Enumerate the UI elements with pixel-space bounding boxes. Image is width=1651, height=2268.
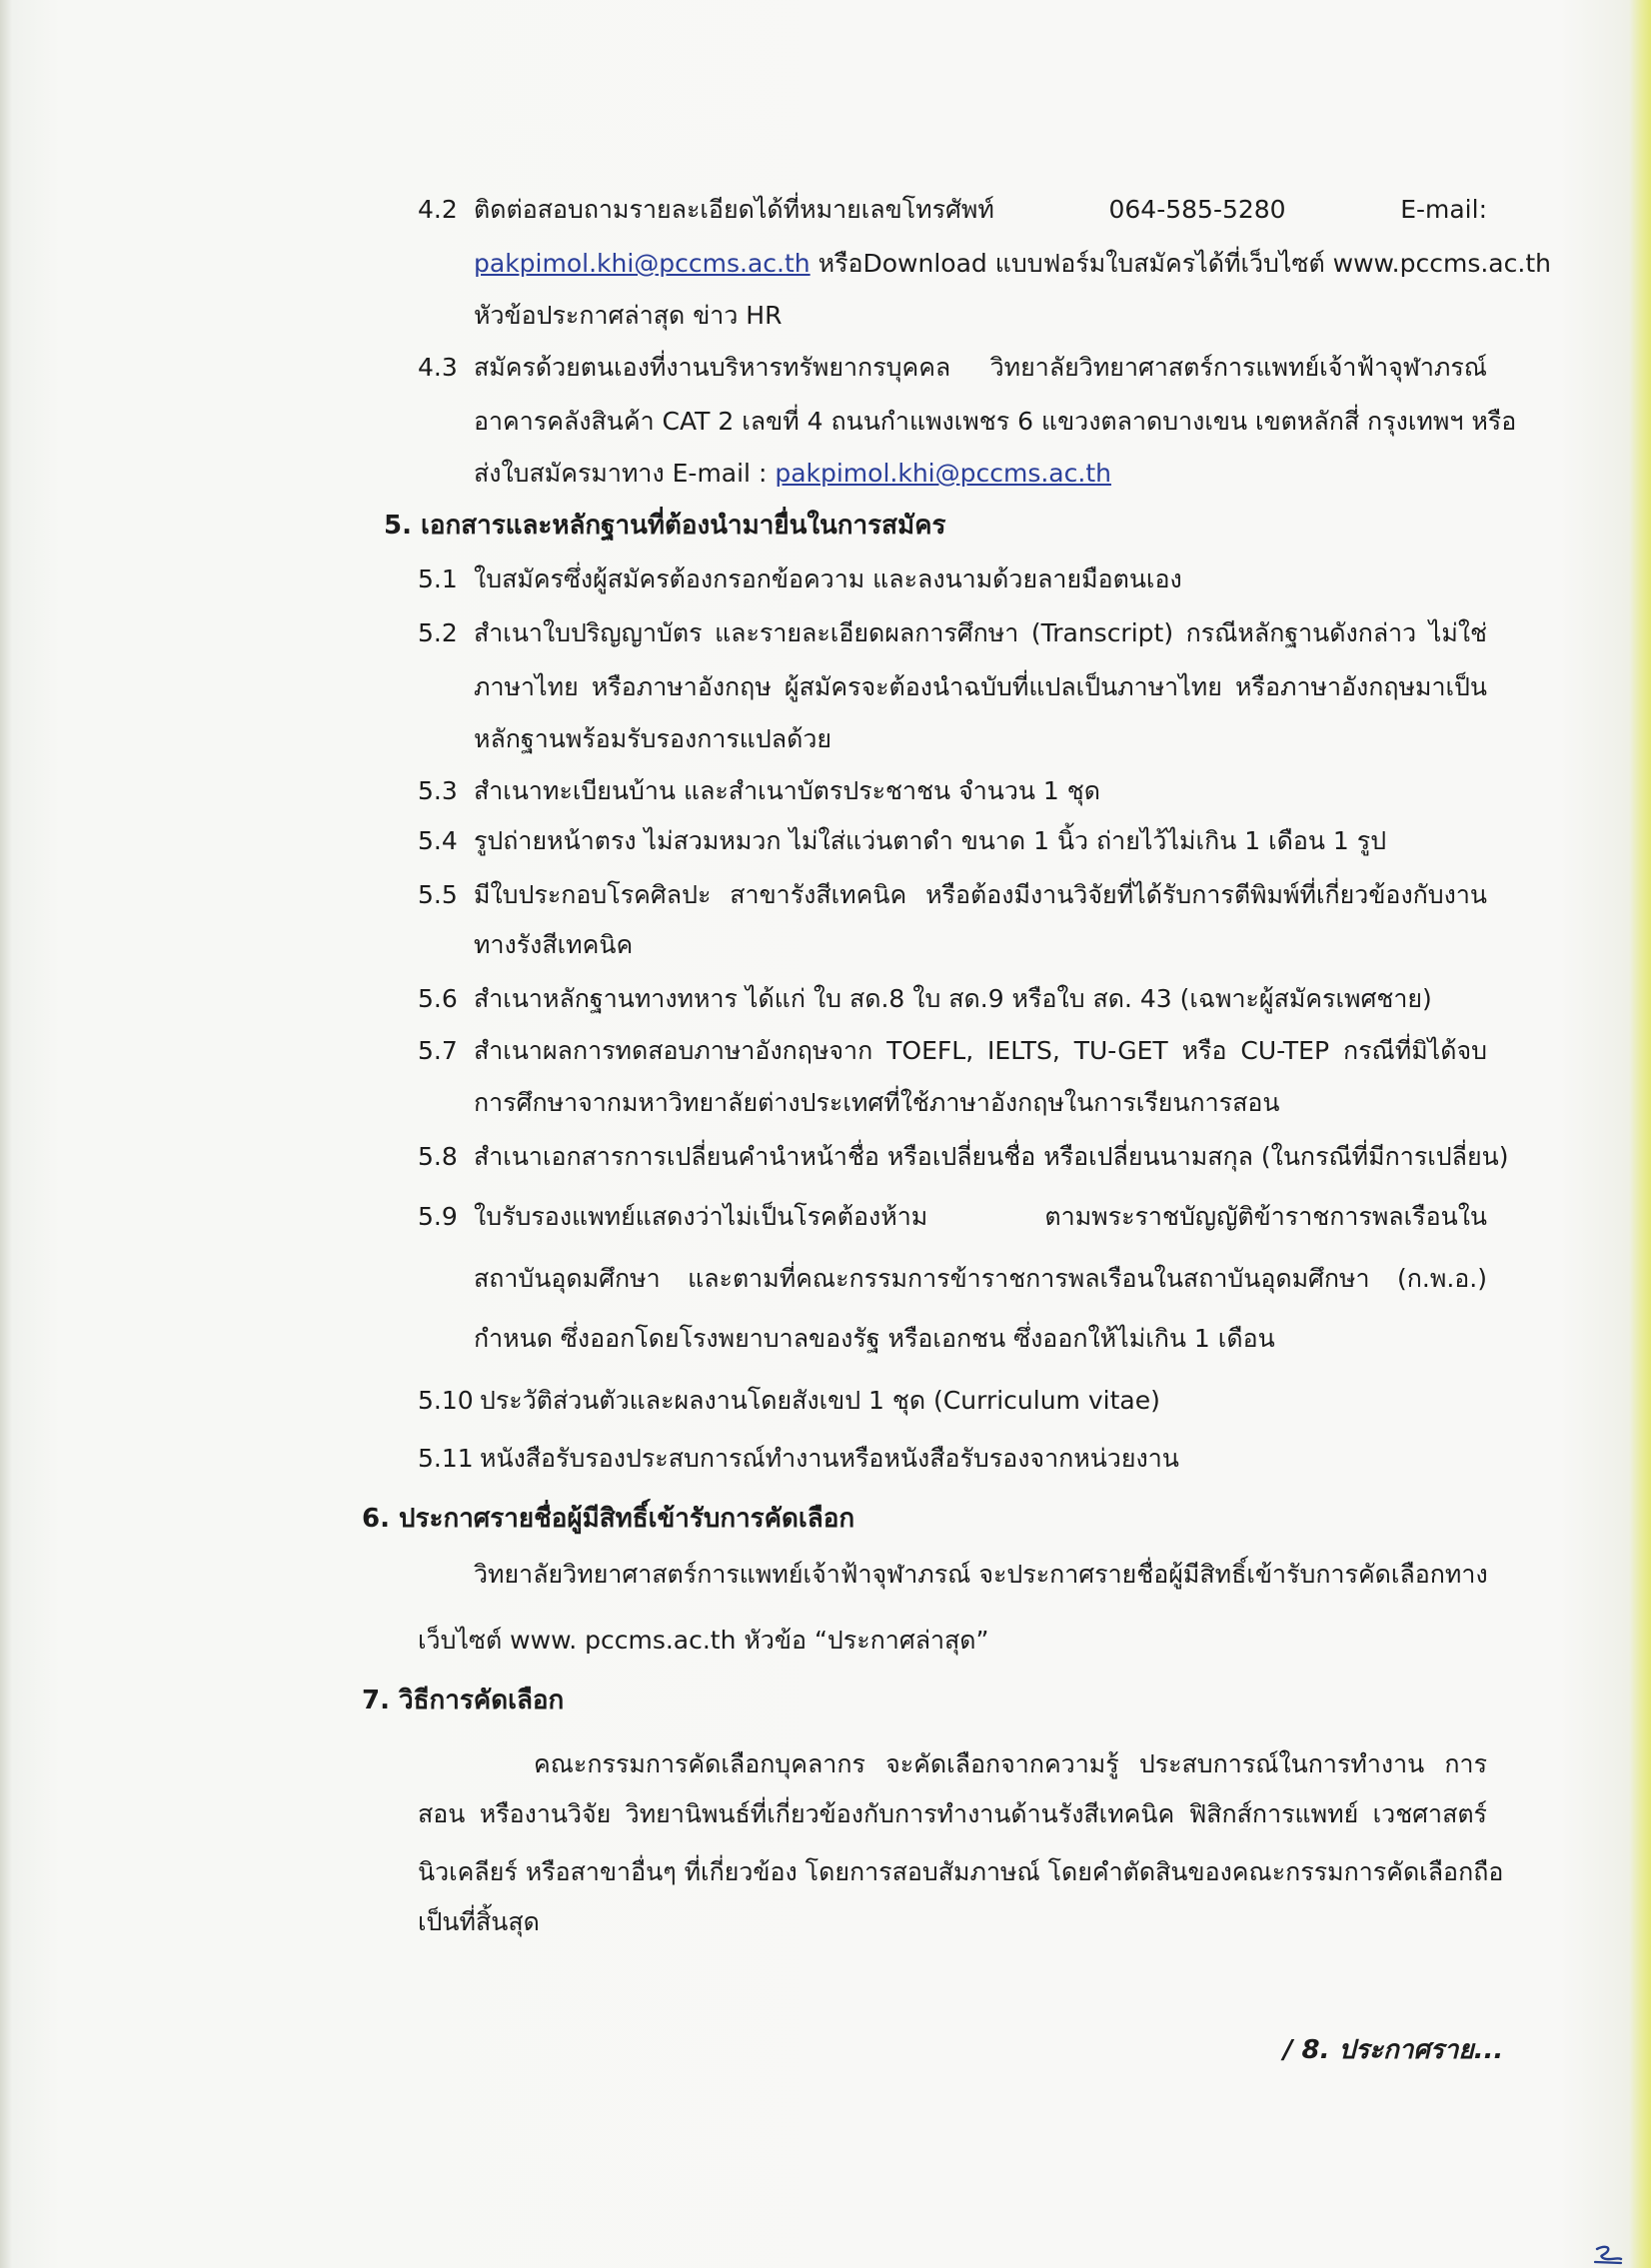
section-5-heading: 5. เอกสารและหลักฐานที่ต้องนำมายื่นในการสมัคร: [384, 511, 946, 541]
email-lead-text: ส่งใบสมัครมาทาง E-mail :: [474, 459, 776, 488]
item-5-2-line-3: หลักฐานพร้อมรับรองการแปลด้วย: [474, 724, 832, 753]
section-7-line-2: สอน หรืองานวิจัย วิทยานิพนธ์ที่เกี่ยวข้องกับการทำงานด้านรังสีเทคนิค ฟิสิกส์การแพทย์ เวชศาสตร์: [418, 1799, 1487, 1828]
item-number: 4.3: [418, 353, 458, 382]
section-7-line-1: คณะกรรมการคัดเลือกบุคลากร จะคัดเลือกจากความรู้ ประสบการณ์ในการทำงาน การ: [534, 1749, 1487, 1778]
item-5-8-line-1: สำเนาเอกสารการเปลี่ยนคำนำหน้าชื่อ หรือเปลี่ยนชื่อ หรือเปลี่ยนนามสกุล (ในกรณีที่มีการเปลี่ยน): [474, 1142, 1509, 1171]
item-5-6-line-1: สำเนาหลักฐานทางทหาร ได้แก่ ใบ สด.8 ใบ สด.9 หรือใบ สด. 43 (เฉพาะผู้สมัครเพศชาย): [474, 984, 1432, 1013]
item-number: 5.8: [418, 1142, 458, 1171]
item-5-7-line-2: การศึกษาจากมหาวิทยาลัยต่างประเทศที่ใช้ภาษาอังกฤษในการเรียนการสอน: [474, 1088, 1280, 1117]
item-4-3-line-1: สมัครด้วยตนเองที่งานบริหารทรัพยากรบุคคล วิทยาลัยวิทยาศาสตร์การแพทย์เจ้าฟ้าจุฬาภรณ์: [474, 353, 1487, 382]
item-5-1-line-1: ใบสมัครซึ่งผู้สมัครต้องกรอกข้อความ และลงนามด้วยลายมือตนเอง: [474, 565, 1182, 593]
email-link[interactable]: pakpimol.khi@pccms.ac.th: [775, 459, 1111, 488]
handwritten-initial-mark: [1591, 2243, 1625, 2267]
item-5-5-line-1: มีใบประกอบโรคศิลปะ สาขารังสีเทคนิค หรือต้องมีงานวิจัยที่ได้รับการตีพิมพ์ที่เกี่ยวข้องกับงาน: [474, 880, 1487, 909]
item-5-4-line-1: รูปถ่ายหน้าตรง ไม่สวมหมวก ไม่ใส่แว่นตาดำ ขนาด 1 นิ้ว ถ่ายไว้ไม่เกิน 1 เดือน 1 รูป: [474, 826, 1387, 855]
section-7-line-4: เป็นที่สิ้นสุด: [418, 1907, 540, 1936]
continued-reference: / 8. ประกาศราย...: [1283, 2035, 1504, 2065]
item-number: 5.7: [418, 1036, 458, 1065]
item-5-3-line-1: สำเนาทะเบียนบ้าน และสำเนาบัตรประชาชน จำนวน 1 ชุด: [474, 776, 1100, 805]
download-text: หรือDownload แบบฟอร์มใบสมัครได้ที่เว็บไซต์ www.pccms.ac.th: [810, 249, 1551, 278]
item-number: 5.4: [418, 826, 458, 855]
item-5-2-line-1: สำเนาใบปริญญาบัตร และรายละเอียดผลการศึกษา (Transcript) กรณีหลักฐานดังกล่าว ไม่ใช่: [474, 618, 1487, 647]
section-6-heading: 6. ประกาศรายชื่อผู้มีสิทธิ์เข้ารับการคัดเลือก: [362, 1504, 855, 1534]
item-4-3-line-3: [474, 458, 1111, 490]
section-7-heading: 7. วิธีการคัดเลือก: [362, 1686, 565, 1715]
item-number: 5.10: [418, 1386, 474, 1415]
item-5-9-line-2: สถาบันอุดมศึกษา และตามที่คณะกรรมการข้าราชการพลเรือนในสถาบันอุดมศึกษา (ก.พ.อ.): [474, 1264, 1487, 1293]
scan-edge-left: [0, 0, 12, 2268]
item-5-11-line-1: หนังสือรับรองประสบการณ์ทำงานหรือหนังสือรับรองจากหน่วยงาน: [480, 1444, 1179, 1473]
item-number: 5.3: [418, 776, 458, 805]
email-link[interactable]: pakpimol.khi@pccms.ac.th: [474, 249, 811, 278]
section-6-line-1: วิทยาลัยวิทยาศาสตร์การแพทย์เจ้าฟ้าจุฬาภรณ์ จะประกาศรายชื่อผู้มีสิทธิ์เข้ารับการคัดเลือกทาง: [474, 1560, 1488, 1589]
item-5-5-line-2: ทางรังสีเทคนิค: [474, 930, 634, 959]
scan-edge-right: [1629, 0, 1651, 2268]
item-number: 5.2: [418, 618, 458, 647]
item-number: 5.5: [418, 880, 458, 909]
item-4-3-line-2: อาคารคลังสินค้า CAT 2 เลขที่ 4 ถนนกำแพงเพชร 6 แขวงตลาดบางเขน เขตหลักสี่ กรุงเทพฯ หรือ: [474, 407, 1517, 436]
item-5-2-line-2: ภาษาไทย หรือภาษาอังกฤษ ผู้สมัครจะต้องนำฉบับที่แปลเป็นภาษาไทย หรือภาษาอังกฤษมาเป็น: [474, 672, 1487, 701]
item-number: 5.11: [418, 1444, 474, 1473]
item-number: 4.2: [418, 195, 458, 224]
item-5-10-line-1: ประวัติส่วนตัวและผลงานโดยสังเขป 1 ชุด (Curriculum vitae): [480, 1386, 1160, 1415]
item-4-2-line-2: [474, 248, 1551, 280]
item-number: 5.6: [418, 984, 458, 1013]
section-6-line-2: เว็บไซต์ www. pccms.ac.th หัวข้อ “ประกาศล่าสุด”: [418, 1626, 989, 1655]
item-4-2-line-3: หัวข้อประกาศล่าสุด ข่าว HR: [474, 301, 783, 330]
item-5-9-line-3: กำหนด ซึ่งออกโดยโรงพยาบาลของรัฐ หรือเอกชน ซึ่งออกให้ไม่เกิน 1 เดือน: [474, 1324, 1275, 1353]
item-5-7-line-1: สำเนาผลการทดสอบภาษาอังกฤษจาก TOEFL, IELTS, TU-GET หรือ CU-TEP กรณีที่มิได้จบ: [474, 1036, 1487, 1065]
item-5-9-line-1: ใบรับรองแพทย์แสดงว่าไม่เป็นโรคต้องห้าม ตามพระราชบัญญัติข้าราชการพลเรือนใน: [474, 1202, 1487, 1231]
item-number: 5.1: [418, 565, 458, 593]
section-7-line-3: นิวเคลียร์ หรือสาขาอื่นๆ ที่เกี่ยวข้อง โดยการสอบสัมภาษณ์ โดยคำตัดสินของคณะกรรมการคัดเลือกถือ: [418, 1857, 1504, 1886]
item-number: 5.9: [418, 1202, 458, 1231]
item-4-2-line-1: ติดต่อสอบถามรายละเอียดได้ที่หมายเลขโทรศัพท์ 064-585-5280 E-mail:: [474, 195, 1487, 224]
